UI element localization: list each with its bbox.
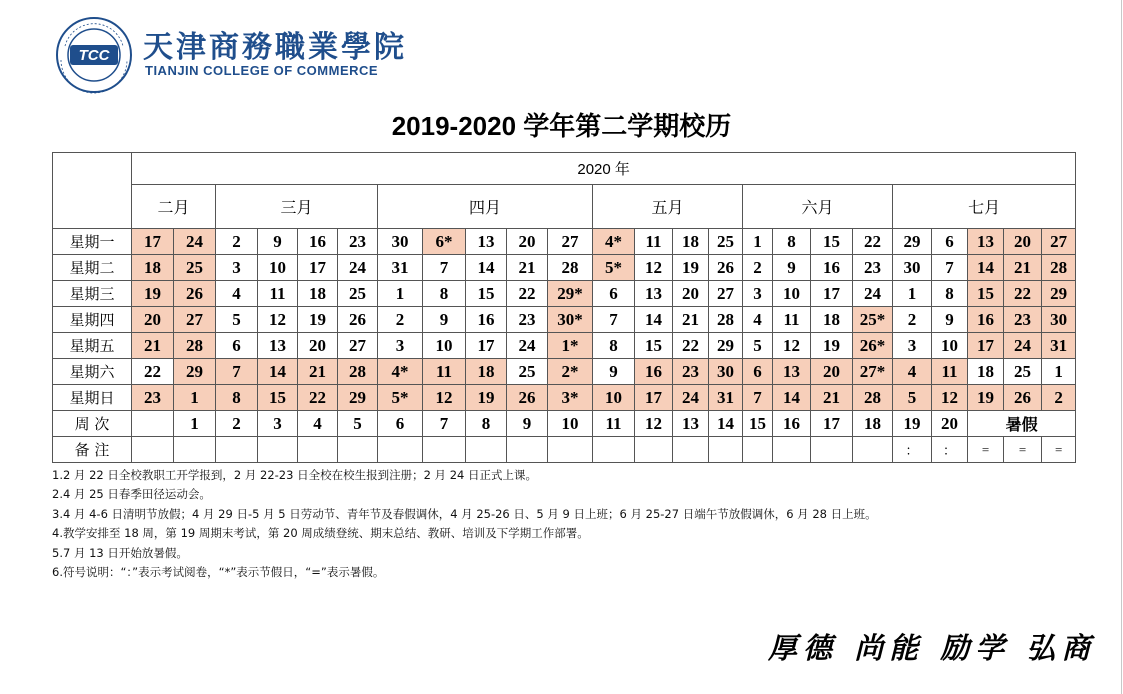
date-cell: 28 [174, 333, 216, 359]
month-header: 六月 [743, 185, 893, 229]
date-cell: 31 [709, 385, 743, 411]
date-cell: 16 [811, 255, 853, 281]
date-cell: 27 [548, 229, 593, 255]
date-cell: 6 [932, 229, 968, 255]
date-cell: 13 [773, 359, 811, 385]
remark-cell [548, 437, 593, 463]
weekday-label: 星期三 [53, 281, 132, 307]
date-cell: 16 [968, 307, 1004, 333]
date-cell: 20 [1004, 229, 1042, 255]
date-cell: 3 [216, 255, 258, 281]
remark-cell [216, 437, 258, 463]
week-number: 17 [811, 411, 853, 437]
date-cell: 17 [466, 333, 507, 359]
logo-text: TCC [78, 47, 110, 64]
date-cell: 22 [507, 281, 548, 307]
date-cell: 12 [773, 333, 811, 359]
remark-cell [258, 437, 298, 463]
date-cell: 16 [298, 229, 338, 255]
date-cell: 25 [1004, 359, 1042, 385]
remark-label: 备 注 [53, 437, 132, 463]
date-cell: 29 [1042, 281, 1076, 307]
week-number: 3 [258, 411, 298, 437]
week-number: 6 [378, 411, 423, 437]
date-cell: 19 [811, 333, 853, 359]
date-cell: 17 [811, 281, 853, 307]
date-cell: 30 [1042, 307, 1076, 333]
date-cell: 26 [709, 255, 743, 281]
date-cell: 16 [635, 359, 673, 385]
date-cell: 7 [216, 359, 258, 385]
date-cell: 4 [743, 307, 773, 333]
remark-cell [174, 437, 216, 463]
date-cell: 12 [635, 255, 673, 281]
week-number: 4 [298, 411, 338, 437]
date-cell: 7 [932, 255, 968, 281]
date-cell: 4* [593, 229, 635, 255]
date-cell: 29* [548, 281, 593, 307]
date-cell: 6* [423, 229, 466, 255]
date-cell: 3 [893, 333, 932, 359]
date-cell: 13 [258, 333, 298, 359]
date-cell: 6 [216, 333, 258, 359]
week-number: 7 [423, 411, 466, 437]
week-number: 14 [709, 411, 743, 437]
date-cell: 21 [507, 255, 548, 281]
date-cell: 2 [743, 255, 773, 281]
date-cell: 21 [673, 307, 709, 333]
date-cell: 2* [548, 359, 593, 385]
remark-cell: = [1042, 437, 1076, 463]
date-cell: 11 [773, 307, 811, 333]
calendar-table [52, 152, 1076, 463]
note-line: 1.2 月 22 日全校教职工开学报到，2 月 22-23 日全校在校生报到注册；2 月 24 日正式上课。 [52, 468, 538, 482]
date-cell: 29 [709, 333, 743, 359]
remark-cell [853, 437, 893, 463]
date-cell: 21 [298, 359, 338, 385]
date-cell: 19 [968, 385, 1004, 411]
date-cell: 24 [673, 385, 709, 411]
date-cell: 24 [507, 333, 548, 359]
date-cell: 24 [338, 255, 378, 281]
remark-cell: ： [893, 437, 932, 463]
page-title: 2019-2020 学年第二学期校历 [391, 111, 732, 141]
date-cell: 5 [893, 385, 932, 411]
remark-cell [811, 437, 853, 463]
date-cell: 4 [893, 359, 932, 385]
year-label: 2020 年 [132, 153, 1076, 185]
date-cell: 14 [466, 255, 507, 281]
month-header: 三月 [216, 185, 378, 229]
date-cell: 10 [423, 333, 466, 359]
date-cell: 27 [1042, 229, 1076, 255]
week-number: 12 [635, 411, 673, 437]
date-cell: 26 [1004, 385, 1042, 411]
date-cell: 27* [853, 359, 893, 385]
weekday-label: 星期五 [53, 333, 132, 359]
date-cell: 2 [378, 307, 423, 333]
date-cell: 28 [548, 255, 593, 281]
date-cell: 17 [635, 385, 673, 411]
date-cell: 12 [932, 385, 968, 411]
date-cell: 8 [593, 333, 635, 359]
date-cell: 21 [1004, 255, 1042, 281]
date-cell: 8 [932, 281, 968, 307]
date-cell: 5 [743, 333, 773, 359]
date-cell: 23 [853, 255, 893, 281]
date-cell: 19 [466, 385, 507, 411]
corner-cell [53, 153, 132, 229]
date-cell: 7 [743, 385, 773, 411]
weekday-label: 星期二 [53, 255, 132, 281]
remark-cell [132, 437, 174, 463]
date-cell: 23 [673, 359, 709, 385]
date-cell: 9 [932, 307, 968, 333]
date-cell: 11 [635, 229, 673, 255]
date-cell: 8 [216, 385, 258, 411]
date-cell: 18 [466, 359, 507, 385]
date-cell: 24 [174, 229, 216, 255]
date-cell: 30 [378, 229, 423, 255]
date-cell: 1 [743, 229, 773, 255]
date-cell: 25 [174, 255, 216, 281]
notes-section [52, 466, 877, 582]
date-cell: 25* [853, 307, 893, 333]
remark-cell [635, 437, 673, 463]
date-cell: 22 [673, 333, 709, 359]
date-cell: 9 [593, 359, 635, 385]
page-edge-line [1121, 0, 1122, 694]
date-cell: 26 [174, 281, 216, 307]
date-cell: 1 [893, 281, 932, 307]
remark-cell: = [968, 437, 1004, 463]
month-header: 七月 [893, 185, 1076, 229]
date-cell: 8 [423, 281, 466, 307]
date-cell: 28 [1042, 255, 1076, 281]
date-cell: 10 [258, 255, 298, 281]
date-cell: 17 [968, 333, 1004, 359]
date-cell: 25 [338, 281, 378, 307]
date-cell: 24 [1004, 333, 1042, 359]
week-number: 18 [853, 411, 893, 437]
date-cell: 14 [968, 255, 1004, 281]
date-cell: 23 [132, 385, 174, 411]
date-cell: 26 [507, 385, 548, 411]
remark-cell [593, 437, 635, 463]
date-cell: 18 [811, 307, 853, 333]
remark-cell [673, 437, 709, 463]
date-cell: 27 [338, 333, 378, 359]
remark-cell: = [1004, 437, 1042, 463]
date-cell: 4* [378, 359, 423, 385]
date-cell: 3 [378, 333, 423, 359]
date-cell: 1 [1042, 359, 1076, 385]
week-number: 19 [893, 411, 932, 437]
date-cell: 10 [593, 385, 635, 411]
date-cell: 13 [635, 281, 673, 307]
date-cell: 28 [853, 385, 893, 411]
date-cell: 12 [258, 307, 298, 333]
date-cell: 2 [893, 307, 932, 333]
date-cell: 25 [709, 229, 743, 255]
remark-cell [298, 437, 338, 463]
date-cell: 23 [338, 229, 378, 255]
date-cell: 15 [968, 281, 1004, 307]
date-cell: 2 [1042, 385, 1076, 411]
remark-cell: ： [932, 437, 968, 463]
date-cell: 5* [593, 255, 635, 281]
date-cell: 13 [968, 229, 1004, 255]
date-cell: 20 [298, 333, 338, 359]
note-line: 5.7 月 13 日开始放暑假。 [52, 545, 188, 560]
remark-cell [709, 437, 743, 463]
date-cell: 7 [423, 255, 466, 281]
date-cell: 21 [132, 333, 174, 359]
remark-cell [466, 437, 507, 463]
date-cell: 22 [298, 385, 338, 411]
date-cell: 15 [811, 229, 853, 255]
date-cell: 20 [811, 359, 853, 385]
remark-cell [338, 437, 378, 463]
week-number: 10 [548, 411, 593, 437]
date-cell: 4 [216, 281, 258, 307]
month-header: 五月 [593, 185, 743, 229]
weekday-label: 星期一 [53, 229, 132, 255]
date-cell: 28 [709, 307, 743, 333]
date-cell: 17 [132, 229, 174, 255]
date-cell: 6 [743, 359, 773, 385]
date-cell: 10 [932, 333, 968, 359]
date-cell: 11 [932, 359, 968, 385]
date-cell: 26* [853, 333, 893, 359]
date-cell: 16 [466, 307, 507, 333]
date-cell: 30 [893, 255, 932, 281]
week-number: 15 [743, 411, 773, 437]
date-cell: 20 [507, 229, 548, 255]
date-cell: 18 [298, 281, 338, 307]
week-number: 9 [507, 411, 548, 437]
date-cell: 9 [423, 307, 466, 333]
date-cell: 26 [338, 307, 378, 333]
date-cell: 15 [635, 333, 673, 359]
date-cell: 24 [853, 281, 893, 307]
week-number: 13 [673, 411, 709, 437]
date-cell: 7 [593, 307, 635, 333]
date-cell: 31 [1042, 333, 1076, 359]
week-number-empty [132, 411, 174, 437]
date-cell: 29 [893, 229, 932, 255]
school-name-cn: 天津商務職業學院 [143, 30, 407, 65]
date-cell: 21 [811, 385, 853, 411]
remark-cell [507, 437, 548, 463]
remark-cell [743, 437, 773, 463]
week-number: 16 [773, 411, 811, 437]
date-cell: 14 [258, 359, 298, 385]
week-number: 1 [174, 411, 216, 437]
date-cell: 27 [174, 307, 216, 333]
date-cell: 19 [298, 307, 338, 333]
date-cell: 15 [258, 385, 298, 411]
date-cell: 30* [548, 307, 593, 333]
date-cell: 12 [423, 385, 466, 411]
date-cell: 5 [216, 307, 258, 333]
date-cell: 22 [1004, 281, 1042, 307]
note-line: 3.4 月 4-6 日清明节放假；4 月 29 日-5 月 5 日劳动节、青年节及春假调休，4 月 25-26 日、5 月 9 日上班；6 月 25-27 日端午节放假调休，6 月 28 日上班。 [52, 506, 877, 521]
date-cell: 11 [258, 281, 298, 307]
month-header: 二月 [132, 185, 216, 229]
date-cell: 6 [593, 281, 635, 307]
date-cell: 25 [507, 359, 548, 385]
date-cell: 18 [968, 359, 1004, 385]
date-cell: 19 [132, 281, 174, 307]
date-cell: 22 [853, 229, 893, 255]
month-header: 四月 [378, 185, 593, 229]
date-cell: 18 [132, 255, 174, 281]
note-line: 2.4 月 25 日春季田径运动会。 [52, 487, 211, 502]
date-cell: 29 [338, 385, 378, 411]
date-cell: 1* [548, 333, 593, 359]
date-cell: 22 [132, 359, 174, 385]
date-cell: 23 [507, 307, 548, 333]
week-number: 11 [593, 411, 635, 437]
date-cell: 14 [773, 385, 811, 411]
school-motto: 厚德 尚能 励学 弘商 [768, 631, 1097, 665]
date-cell: 29 [174, 359, 216, 385]
weekday-label: 星期四 [53, 307, 132, 333]
date-cell: 11 [423, 359, 466, 385]
date-cell: 13 [466, 229, 507, 255]
week-label: 周 次 [53, 411, 132, 437]
date-cell: 1 [378, 281, 423, 307]
college-logo [55, 16, 133, 94]
date-cell: 18 [673, 229, 709, 255]
weekday-label: 星期六 [53, 359, 132, 385]
remark-cell [423, 437, 466, 463]
date-cell: 5* [378, 385, 423, 411]
school-name-en: TIANJIN COLLEGE OF COMMERCE [145, 63, 379, 78]
date-cell: 10 [773, 281, 811, 307]
date-cell: 27 [709, 281, 743, 307]
date-cell: 15 [466, 281, 507, 307]
date-cell: 9 [773, 255, 811, 281]
summer-label: 暑假 [968, 411, 1076, 437]
date-cell: 17 [298, 255, 338, 281]
date-cell: 20 [673, 281, 709, 307]
week-number: 8 [466, 411, 507, 437]
date-cell: 2 [216, 229, 258, 255]
date-cell: 31 [378, 255, 423, 281]
date-cell: 30 [709, 359, 743, 385]
note-line: 6.符号说明：“：”表示考试阅卷，“*”表示节假日，“=”表示暑假。 [52, 565, 385, 580]
date-cell: 9 [258, 229, 298, 255]
date-cell: 19 [673, 255, 709, 281]
date-cell: 3* [548, 385, 593, 411]
remark-cell [773, 437, 811, 463]
date-cell: 20 [132, 307, 174, 333]
remark-cell [378, 437, 423, 463]
date-cell: 3 [743, 281, 773, 307]
weekday-label: 星期日 [53, 385, 132, 411]
date-cell: 14 [635, 307, 673, 333]
week-number: 5 [338, 411, 378, 437]
week-number: 2 [216, 411, 258, 437]
date-cell: 1 [174, 385, 216, 411]
week-number: 20 [932, 411, 968, 437]
note-line: 4.教学安排至 18 周，第 19 周期末考试，第 20 周成绩登统、期末总结、教研、培训及下学期工作部署。 [52, 526, 589, 541]
date-cell: 8 [773, 229, 811, 255]
date-cell: 23 [1004, 307, 1042, 333]
date-cell: 28 [338, 359, 378, 385]
